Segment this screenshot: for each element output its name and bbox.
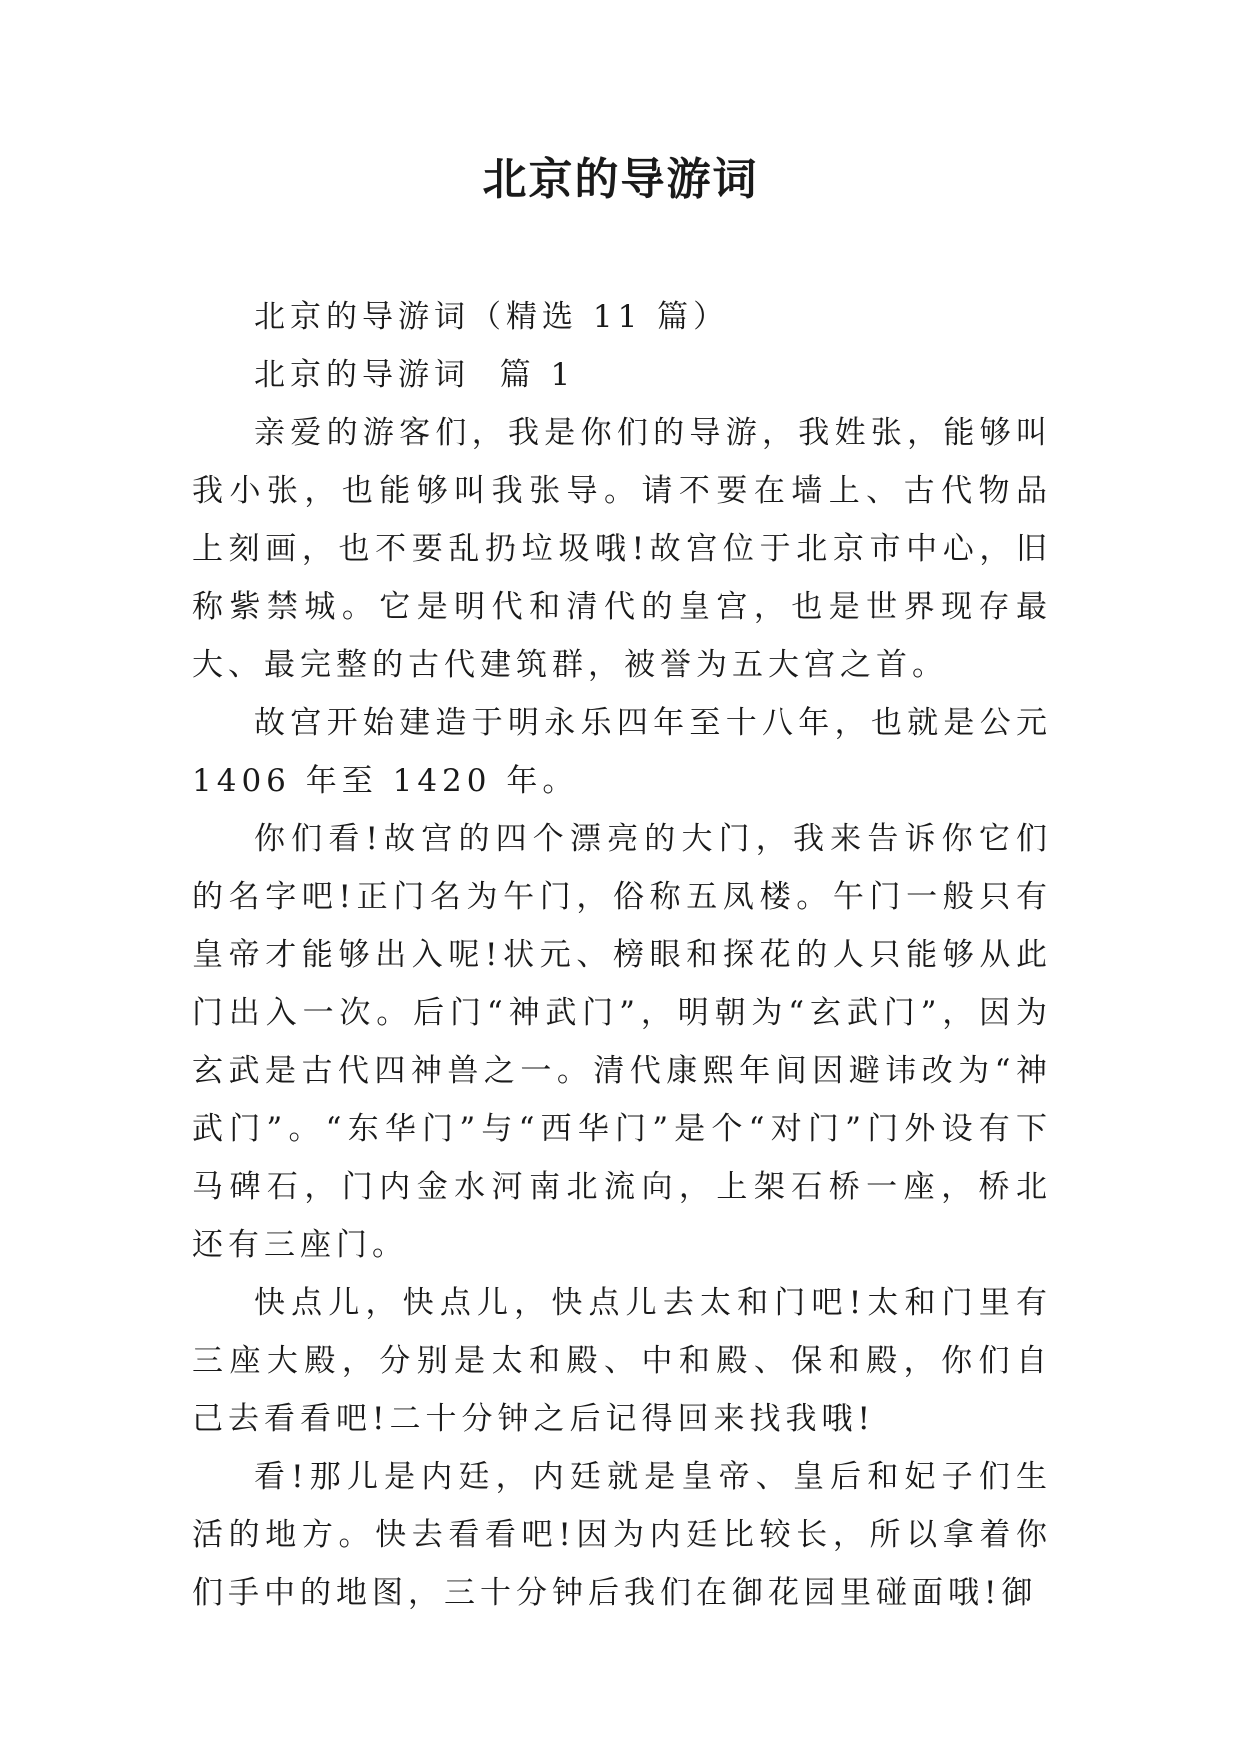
paragraph: 你们看!故宫的四个漂亮的大门，我来告诉你它们的名字吧!正门名为午门，俗称五凤楼。午门一般只有皇帝才能够出入呢!状元、榜眼和探花的人只能够从此门出入一次。后门“神武门”，明朝为“玄武门”，因为玄武是古代四神兽之一。清代康熙年间因避讳改为“神武门”。“东华门”与“西华门”是个“对门”门外设有下马碑石，门内金水河南北流向，上架石桥一座，桥北还有三座门。	[192, 821, 1052, 1263]
document-body	[192, 288, 1052, 1622]
section-heading: 北京的导游词 篇 1	[254, 357, 576, 393]
document-subtitle: 北京的导游词（精选 11 篇）	[254, 299, 730, 335]
paragraph: 故宫开始建造于明永乐四年至十八年，也就是公元 1406 年至 1420 年。	[192, 705, 1052, 799]
paragraph: 快点儿，快点儿，快点儿去太和门吧!太和门里有三座大殿，分别是太和殿、中和殿、保和殿，你们自己去看看吧!二十分钟之后记得回来找我哦!	[192, 1285, 1052, 1437]
paragraph: 看!那儿是内廷，内廷就是皇帝、皇后和妃子们生活的地方。快去看看吧!因为内廷比较长，所以拿着你们手中的地图，三十分钟后我们在御花园里碰面哦!御	[192, 1459, 1052, 1611]
paragraph: 亲爱的游客们，我是你们的导游，我姓张，能够叫我小张，也能够叫我张导。请不要在墙上、古代物品上刻画，也不要乱扔垃圾哦!故宫位于北京市中心，旧称紫禁城。它是明代和清代的皇宫，也是世界现存最大、最完整的古代建筑群，被誉为五大宫之首。	[192, 415, 1052, 683]
document-title: 北京的导游词	[482, 154, 759, 205]
